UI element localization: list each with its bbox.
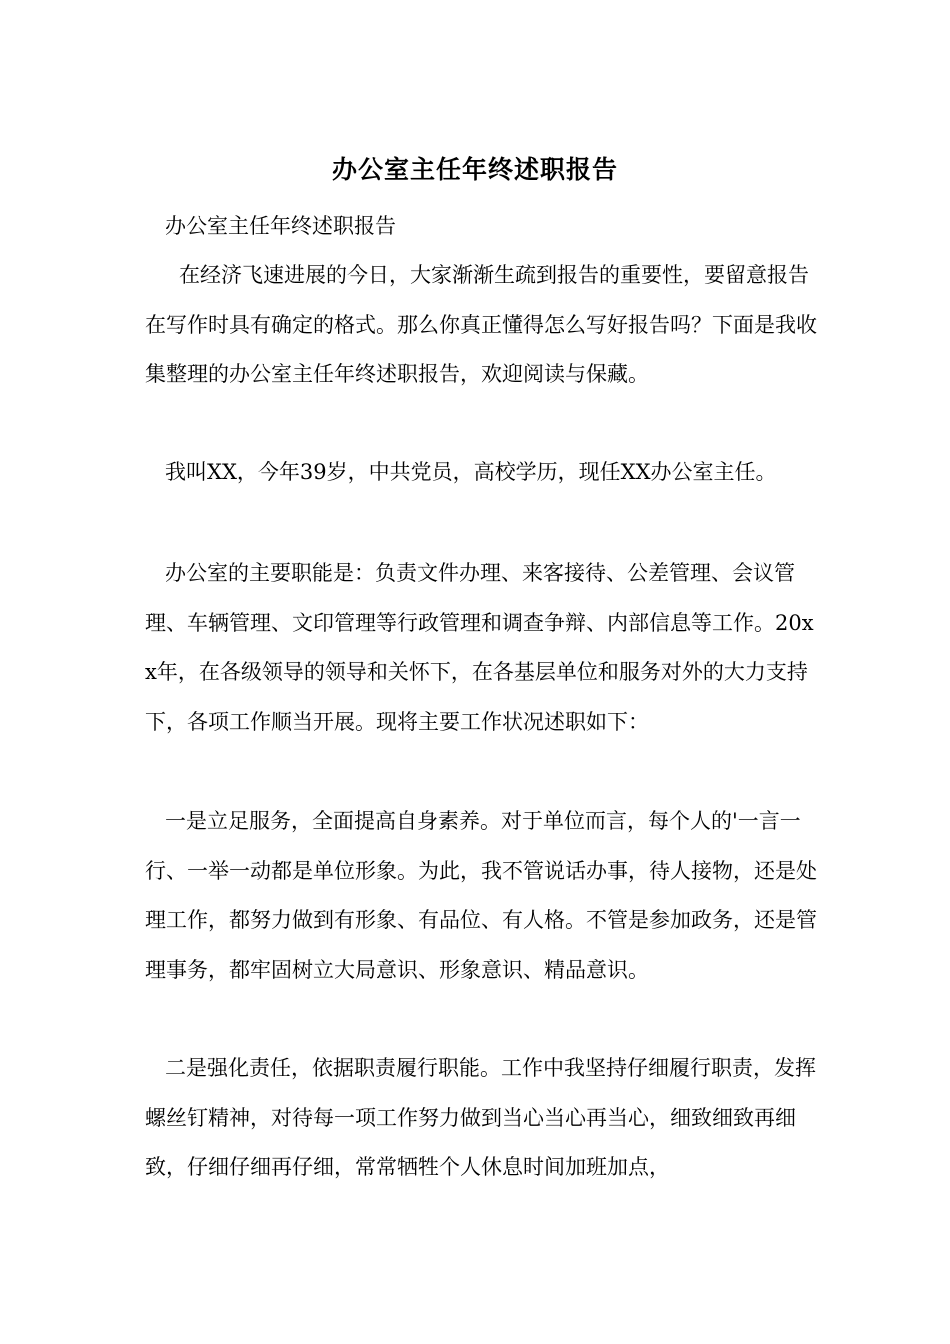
document-subtitle: 办公室主任年终述职报告 — [165, 214, 396, 238]
paragraph-office-functions: 办公室的主要职能是：负责文件办理、来客接待、公差管理、会议管理、车辆管理、文印管理等行政管理和调查争辩、内部信息等工作。20xx年，在各级领导的领导和关怀下，在各基层单位和服务对外的大力支持下，各项工作顺当开展。现将主要工作状况述职如下： — [145, 561, 814, 734]
paragraph-intro: 在经济飞速进展的今日，大家渐渐生疏到报告的重要性，要留意报告在写作时具有确定的格式。那么你真正懂得怎么写好报告吗？下面是我收集整理的办公室主任年终述职报告，欢迎阅读与保藏。 — [145, 263, 817, 386]
paragraph-point-one: 一是立足服务，全面提高自身素养。对于单位而言，每个人的'一言一行、一举一动都是单位形象。为此，我不管说话办事，待人接物，还是处理工作，都努力做到有形象、有品位、有人格。不管是参加政务，还是管理事务，都牢固树立大局意识、形象意识、精品意识。 — [145, 809, 817, 982]
document-title: 办公室主任年终述职报告 — [331, 155, 618, 184]
paragraph-self-introduction: 我叫XX，今年39岁，中共党员，高校学历，现任XX办公室主任。 — [165, 460, 777, 484]
paragraph-point-two: 二是强化责任，依据职责履行职能。工作中我坚持仔细履行职责，发挥螺丝钉精神，对待每一项工作努力做到当心当心再当心，细致细致再细致，仔细仔细再仔细，常常牺牲个人休息时间加班加点， — [145, 1056, 816, 1179]
